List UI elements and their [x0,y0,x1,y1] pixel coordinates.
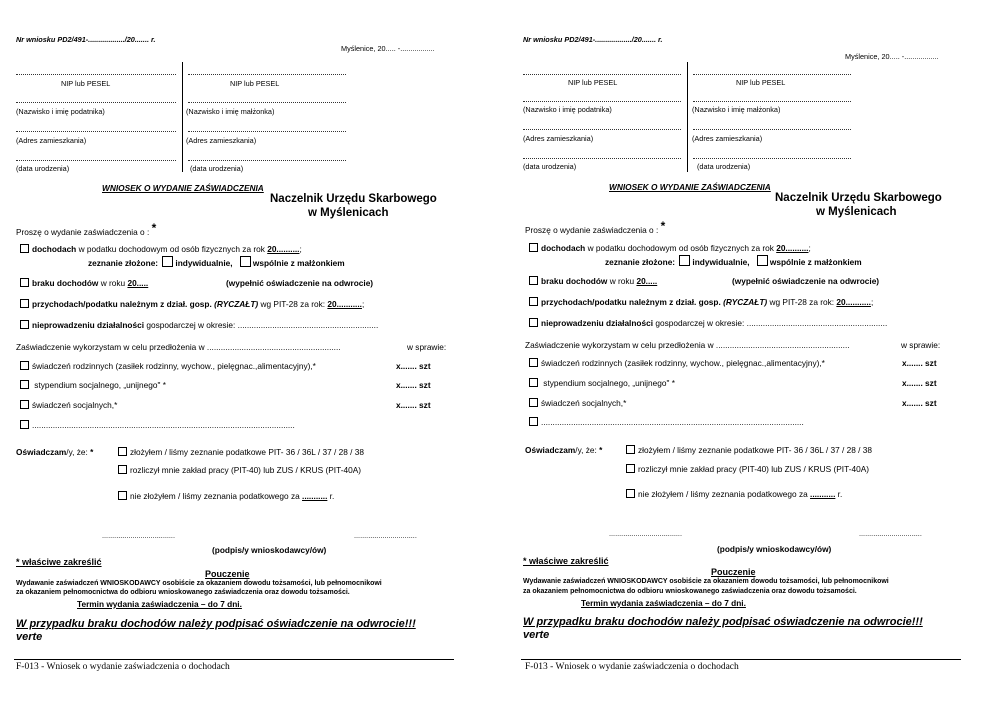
footer-text: F-013 - Wniosek o wydanie zaświadczenia o dochodach [16,662,230,672]
purpose-item-3[interactable] [529,398,626,408]
name-line-right [693,101,851,102]
warning: W przypadku braku dochodów należy podpisać oświadczenie na odwrocie!!! [523,616,923,628]
spouse-name-label: (Nazwisko i imię małżonka) [692,105,781,114]
asterisk: * [151,221,157,235]
request-intro-text: Proszę o wydanie zaświadczenia o : [16,227,150,237]
option-revenue[interactable] [529,297,873,307]
option-income-year: 20.......... [776,243,809,253]
addressee-line1: Naczelnik Urzędu Skarbowego [270,193,437,205]
address-line-left [523,129,681,130]
notice-line-1: Wydawanie zaświadczeń WNIOSKODAWCY osobiście za okazaniem dowodu tożsamości, lub pełnomocnikowi [16,580,382,587]
request-number: Nr wniosku PD2/491-................../20....... r. [523,35,663,44]
checkbox-revenue[interactable] [20,299,29,308]
option-revenue[interactable] [20,299,364,309]
option-revenue-text: wg PIT-28 za rok: [767,297,837,307]
taxpayer-name-label: (Nazwisko i imię podatnika) [523,105,612,114]
declaration-item-1-label: złożyłem / liśmy zeznanie podatkowe PIT- 36 / 36L / 37 / 28 / 38 [638,445,872,455]
declaration-item-3-year: ........... [302,491,328,501]
name-line-left [16,102,176,103]
purpose-item-3-label: świadczeń socjalnych,* [32,400,118,410]
checkbox-no-income[interactable] [20,278,29,287]
option-no-business[interactable] [529,318,887,328]
declaration-item-3-label: nie złożyłem / liśmy zeznania podatkowego za [130,491,303,501]
checkbox-declaration-3[interactable] [118,491,127,500]
option-revenue-year: 20........... [836,297,871,307]
purpose-item-3-label: świadczeń socjalnych,* [541,398,627,408]
address-line-right [693,129,851,130]
birth-line-left [16,160,176,161]
addressee-line2: w Myślenicach [308,207,389,219]
option-revenue-italic: (RYCZAŁT) [211,299,259,309]
address-label-right: (Adres zamieszkania) [692,134,763,143]
notice-line-2: za okazaniem pełnomocnictwa do odbioru wnioskowanego zaświadczenia oraz dowodu tożsamości. [16,589,350,596]
option-revenue-end: ; [361,299,365,309]
option-no-income-bold: braku dochodów [32,278,99,288]
signature-line-right: ............................... [859,529,922,538]
declaration-item-1[interactable] [118,447,364,457]
filed-options [605,255,862,267]
copies-2: x....... szt [396,380,431,390]
filed-individual-label: indywidualnie, [175,258,233,268]
name-line-left [523,101,681,102]
declaration-item-1[interactable] [626,445,872,455]
signature-line-left: .................................... [102,531,175,540]
nip-line-left [16,74,176,75]
asterisk: * [660,219,666,233]
signature-label: (podpis/y wnioskodawcy/ów) [212,545,327,555]
declaration-rest: /y, że: [575,445,597,455]
purpose-item-4[interactable] [529,417,804,427]
checkbox-no-income[interactable] [529,276,538,285]
purpose-item-3[interactable] [20,400,117,410]
signature-label: (podpis/y wnioskodawcy/ów) [717,544,832,554]
birth-label-right: (data urodzenia) [697,162,751,171]
birth-label-left: (data urodzenia) [16,164,70,173]
checkbox-purpose-2[interactable] [529,378,538,387]
checkbox-declaration-1[interactable] [626,445,635,454]
purpose-item-2[interactable] [529,378,675,388]
declaration-asterisk: * [599,445,603,455]
form-title: WNIOSEK O WYDANIE ZAŚWIADCZENIA [102,183,264,193]
nip-label-left: NIP lub PESEL [61,79,111,88]
verte: verte [523,629,550,641]
declaration-item-2[interactable] [626,464,869,474]
checkbox-no-business[interactable] [529,318,538,327]
filed-label: zeznanie złożone: [88,258,159,268]
copies-2: x....... szt [902,378,937,388]
checkbox-declaration-3[interactable] [626,489,635,498]
declaration-item-2-label: rozliczył mnie zakład pracy (PIT-40) lub ZUS / KRUS (PIT-40A) [130,465,361,475]
notice-line-1: Wydawanie zaświadczeń WNIOSKODAWCY osobiście za okazaniem dowodu tożsamości, lub pełnomocnikowi [523,578,889,585]
option-no-income[interactable] [20,278,148,288]
declaration-item-3-year: ........... [810,489,836,499]
request-intro [525,219,666,236]
copies-3: x....... szt [902,398,937,408]
purpose-item-1-label: świadczeń rodzinnych (zasiłek rodzinny, wychow., pielęgnac.,alimentacyjny),* [32,361,316,371]
option-income-text: w podatku dochodowym od osób fizycznych za rok [76,244,268,254]
signature-line-left: .................................... [609,529,682,538]
declaration-item-3[interactable] [118,491,334,501]
birth-line-right [693,158,851,159]
purpose-item-1[interactable] [20,361,316,371]
purpose-end: w sprawie: [407,342,447,352]
purpose-item-4-label: .................................................................................................................. [32,420,295,430]
form-title: WNIOSEK O WYDANIE ZAŚWIADCZENIA [609,182,771,192]
declaration-bold: Oświadczam [16,447,67,457]
checkbox-individual[interactable] [162,256,173,267]
option-income-bold: dochodach [541,243,586,253]
option-no-income-year: 20..... [127,278,149,288]
declaration-item-3-label: nie złożyłem / liśmy zeznania podatkowego za [638,489,811,499]
declaration-label [525,445,602,455]
checkbox-no-business[interactable] [20,320,29,329]
birth-line-left [523,158,681,159]
name-line-right [188,102,346,103]
copies-3: x....... szt [396,400,431,410]
checkbox-declaration-1[interactable] [118,447,127,456]
form-page-left [14,0,484,701]
birth-line-right [188,160,346,161]
checkbox-declaration-2[interactable] [626,464,635,473]
spouse-name-label: (Nazwisko i imię małżonka) [186,107,275,116]
option-no-income[interactable] [529,276,657,286]
verte: verte [16,631,43,643]
checkbox-income[interactable] [20,244,29,253]
option-income-bold: dochodach [32,244,77,254]
notice-line-2: za okazaniem pełnomocnictwa do odbioru wnioskowanego zaświadczenia oraz dowodu tożsamości. [523,588,857,595]
filed-joint-label: wspólnie z małżonkiem [769,257,862,267]
copies-1: x....... szt [396,361,431,371]
footnote: * właściwe zakreślić [523,556,609,566]
nip-label-right: NIP lub PESEL [736,78,786,87]
filed-individual-label: indywidualnie, [692,257,750,267]
declaration-asterisk: * [90,447,94,457]
notice-line-3: Termin wydania zaświadczenia – do 7 dni. [77,599,242,609]
declaration-item-3-end: r. [327,491,335,501]
option-income-year: 20.......... [267,244,300,254]
checkbox-income[interactable] [529,243,538,252]
purpose-item-2[interactable] [20,380,166,390]
filed-joint-label: wspólnie z małżonkiem [252,258,345,268]
notice-title: Pouczenie [205,569,250,579]
checkbox-purpose-1[interactable] [20,361,29,370]
checkbox-purpose-3[interactable] [529,398,538,407]
checkbox-purpose-2[interactable] [20,380,29,389]
column-divider [182,62,183,172]
option-revenue-bold: przychodach/podatku należnym z dział. gosp. [541,297,721,307]
option-no-income-text: w roku [98,278,128,288]
request-intro-text: Proszę o wydanie zaświadczenia o : [525,225,659,235]
declaration-item-3-end: r. [835,489,843,499]
option-no-business-text: gospodarczej w okresie: ............................................................. [144,320,379,330]
option-income-text: w podatku dochodowym od osób fizycznych za rok [585,243,777,253]
addressee-line1: Naczelnik Urzędu Skarbowego [775,192,942,204]
signature-line-right: ............................... [354,531,417,540]
filed-options [88,256,345,268]
option-income-end: ; [808,243,811,253]
nip-line-right [693,74,851,75]
option-no-income-year: 20..... [636,276,658,286]
address-line-right [188,131,346,132]
option-income[interactable] [20,244,302,254]
request-intro [16,221,157,238]
option-no-income-bold: braku dochodów [541,276,608,286]
birth-label-right: (data urodzenia) [190,164,244,173]
option-no-business-bold: nieprowadzeniu działalności [541,318,654,328]
notice-title: Pouczenie [711,567,756,577]
checkbox-revenue[interactable] [529,297,538,306]
purpose-end: w sprawie: [901,340,941,350]
declaration-item-2-label: rozliczył mnie zakład pracy (PIT-40) lub ZUS / KRUS (PIT-40A) [638,464,869,474]
checkbox-purpose-4[interactable] [20,420,29,429]
option-revenue-year: 20........... [327,299,362,309]
place-date: Myślenice, 20..... -................. [341,44,435,53]
footer-rule [521,659,961,660]
declaration-label [16,447,93,457]
declaration-item-2[interactable] [118,465,361,475]
form-page-right [521,0,991,701]
purpose-item-2-label: stypendium socjalnego, „unijnego" * [32,380,166,390]
purpose-item-4-label: .................................................................................................................. [541,417,804,427]
option-no-business[interactable] [20,320,378,330]
nip-label-right: NIP lub PESEL [230,79,280,88]
column-divider [687,62,688,172]
option-income[interactable] [529,243,811,253]
checkbox-purpose-4[interactable] [529,417,538,426]
nip-line-right [188,74,346,75]
checkbox-purpose-1[interactable] [529,358,538,367]
option-revenue-italic: (RYCZAŁT) [720,297,768,307]
address-label-right: (Adres zamieszkania) [186,136,257,145]
birth-label-left: (data urodzenia) [523,162,577,171]
nip-line-left [523,74,681,75]
place-date: Myślenice, 20..... -................. [845,52,939,61]
declaration-item-1-label: złożyłem / liśmy zeznanie podatkowe PIT- 36 / 36L / 37 / 28 / 38 [130,447,364,457]
declaration-rest: /y, że: [66,447,88,457]
footer-text: F-013 - Wniosek o wydanie zaświadczenia o dochodach [525,662,739,672]
option-no-income-note: (wypełnić oświadczenie na odwrocie) [226,278,374,288]
checkbox-joint[interactable] [757,255,768,266]
declaration-item-3[interactable] [626,489,842,499]
option-no-income-text: w roku [607,276,637,286]
nip-label-left: NIP lub PESEL [568,78,618,87]
checkbox-purpose-3[interactable] [20,400,29,409]
addressee-line2: w Myślenicach [816,206,897,218]
request-number: Nr wniosku PD2/491-................../20....... r. [16,35,156,44]
purpose-item-1-label: świadczeń rodzinnych (zasiłek rodzinny, wychow., pielęgnac.,alimentacyjny),* [541,358,825,368]
warning: W przypadku braku dochodów należy podpisać oświadczenie na odwrocie!!! [16,618,416,630]
option-revenue-text: wg PIT-28 za rok: [258,299,328,309]
taxpayer-name-label: (Nazwisko i imię podatnika) [16,107,105,116]
address-label-left: (Adres zamieszkania) [16,136,87,145]
purpose-item-2-label: stypendium socjalnego, „unijnego" * [541,378,675,388]
option-income-end: ; [299,244,302,254]
purpose-item-1[interactable] [529,358,825,368]
option-no-income-note: (wypełnić oświadczenie na odwrocie) [732,276,880,286]
declaration-bold: Oświadczam [525,445,576,455]
purpose-item-4[interactable] [20,420,295,430]
checkbox-joint[interactable] [240,256,251,267]
address-line-left [16,131,176,132]
option-revenue-end: ; [870,297,874,307]
checkbox-individual[interactable] [679,255,690,266]
purpose-line: Zaświadczenie wykorzystam w celu przedłożenia w .......................................................... [16,342,341,352]
footnote: * właściwe zakreślić [16,557,102,567]
option-no-business-bold: nieprowadzeniu działalności [32,320,145,330]
purpose-line: Zaświadczenie wykorzystam w celu przedłożenia w .......................................................... [525,340,850,350]
address-label-left: (Adres zamieszkania) [523,134,594,143]
option-no-business-text: gospodarczej w okresie: ............................................................. [653,318,888,328]
filed-label: zeznanie złożone: [605,257,676,267]
copies-1: x....... szt [902,358,937,368]
option-revenue-bold: przychodach/podatku należnym z dział. gosp. [32,299,212,309]
notice-line-3: Termin wydania zaświadczenia – do 7 dni. [581,598,746,608]
footer-rule [14,659,454,660]
checkbox-declaration-2[interactable] [118,465,127,474]
